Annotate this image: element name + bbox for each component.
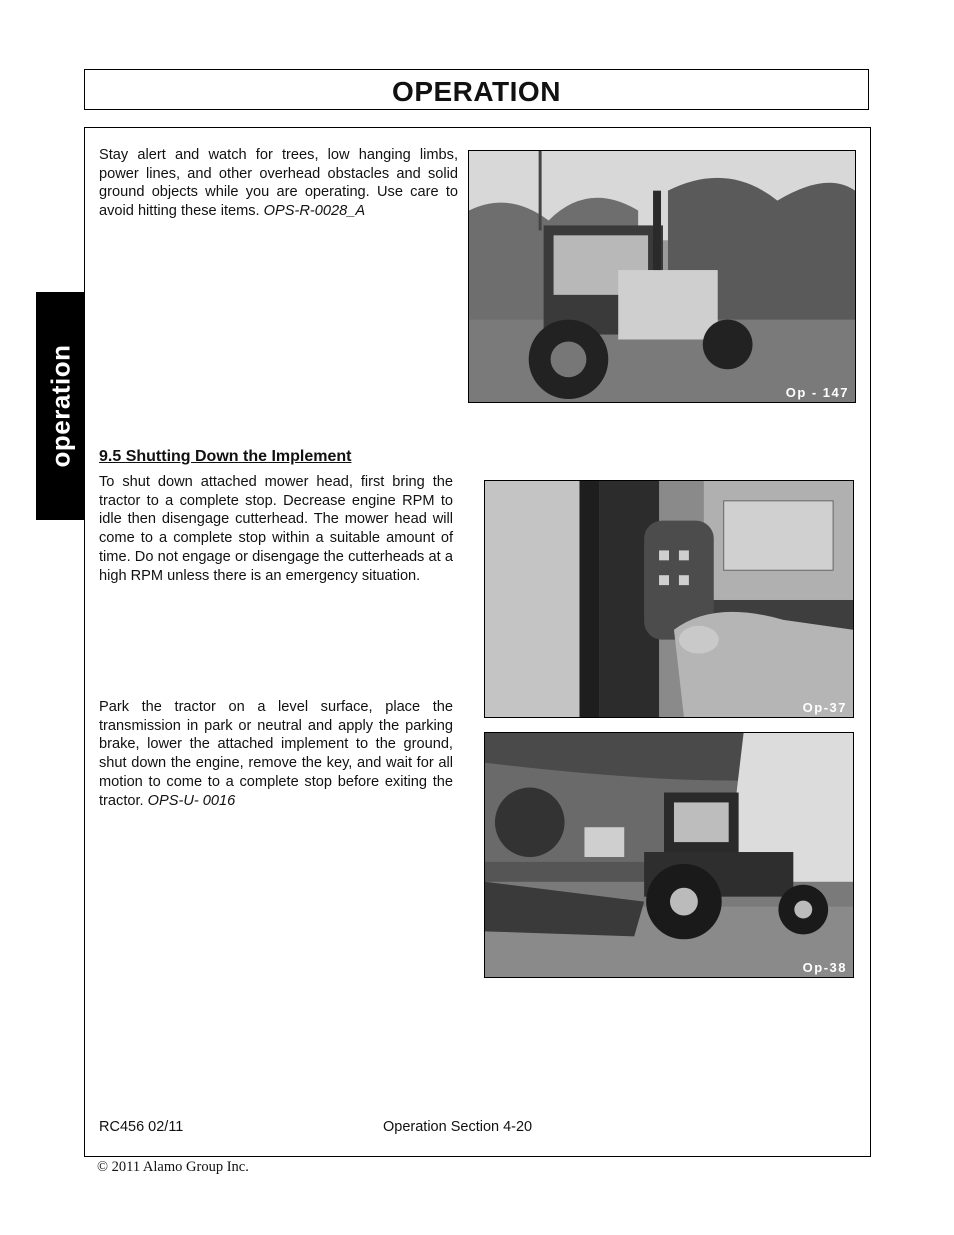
parked-tractor-image: [485, 733, 853, 977]
paragraph-text: Park the tractor on a level surface, place the transmission in park or neutral and apply the parking brake, lower the attached implement to the ground, shut down the engine, remove the key, and wait for all motion to come to a complete stop before exiting the tractor.: [99, 699, 453, 809]
side-tab-label: operation: [45, 344, 75, 468]
photo-parked-tractor: [484, 732, 854, 978]
copyright-notice: © 2011 Alamo Group Inc.: [97, 1159, 249, 1175]
paragraph-text: Stay alert and watch for trees, low hanging limbs, power lines, and other overhead obstacles and solid ground objects while you are operating. Use care to avoid hitting these items.: [99, 147, 458, 220]
footer-doc-id: RC456 02/11: [99, 1119, 184, 1135]
section-heading: 9.5 Shutting Down the Implement: [99, 448, 352, 465]
photo-control-console: [484, 480, 854, 718]
tractor-brush-image: [469, 151, 855, 402]
paragraph-park-tractor: [99, 698, 453, 810]
footer-section: Operation Section 4-20: [383, 1119, 533, 1135]
reference-code: OPS-U- 0016: [147, 792, 236, 809]
page-header: [84, 69, 869, 110]
reference-code: OPS-R-0028_A: [263, 203, 366, 220]
section-side-tab: [36, 292, 85, 520]
photo-caption: Op-38: [802, 960, 847, 975]
photo-tractor-in-brush: [468, 150, 856, 403]
photo-caption: Op - 147: [785, 385, 849, 400]
paragraph-text: To shut down attached mower head, first bring the tractor to a complete stop. Decrease engine RPM to idle then disengage cutterhead. The mower head will come to a complete stop within a suitable amount of time. Do not engage or disengage the cutterheads at a high RPM unless there is an emergency situation.: [99, 474, 453, 584]
paragraph-overhead-obstacles: [99, 146, 458, 221]
control-console-image: [485, 481, 853, 717]
paragraph-shut-down-mower: [99, 473, 453, 585]
photo-caption: Op-37: [802, 700, 847, 715]
page-title: OPERATION: [392, 76, 561, 107]
